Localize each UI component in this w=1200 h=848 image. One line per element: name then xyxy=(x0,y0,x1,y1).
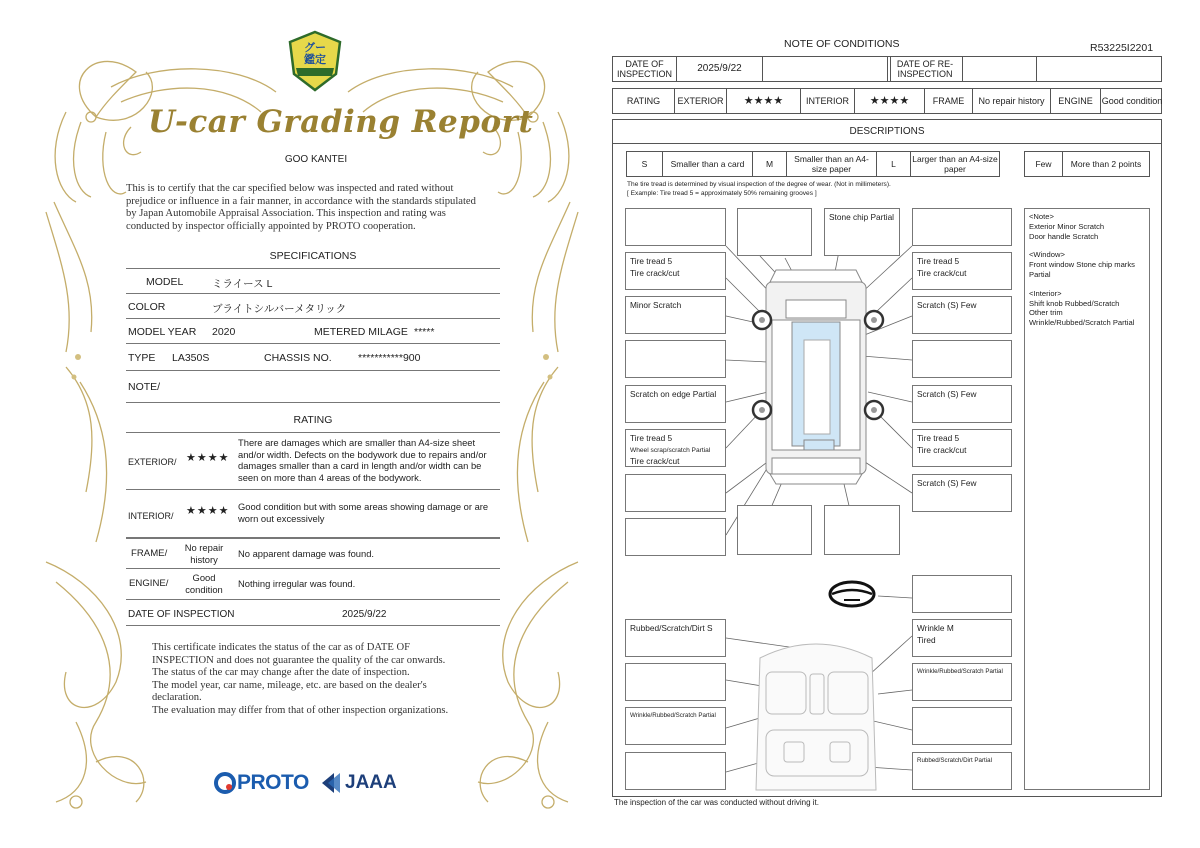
footer-note: The inspection of the car was conducted without driving it. xyxy=(614,798,819,807)
ext-box-r3 xyxy=(912,296,1012,334)
jaaa-mark-icon xyxy=(320,771,342,795)
int-box-r3 xyxy=(912,707,1012,745)
rating-engine-row xyxy=(126,569,500,600)
left-rear-tire-tread: Tire tread 5 xyxy=(630,433,673,443)
interior-label: INTERIOR/ xyxy=(128,511,174,521)
spec-model-row xyxy=(126,268,500,294)
left-front-tire-tread: Tire tread 5 xyxy=(630,256,673,266)
metered-value: ***** xyxy=(414,326,435,338)
ext-box-c1 xyxy=(737,208,812,256)
spec-color-row xyxy=(126,294,500,319)
rubbed-scratch-dirt-partial: Rubbed/Scratch/Dirt Partial xyxy=(917,757,992,764)
right-scratch-1: Scratch (S) Few xyxy=(917,300,977,310)
date-insp-value: 2025/9/22 xyxy=(677,57,763,81)
ext-box-c4 xyxy=(824,505,900,555)
frame-value: No repair history xyxy=(184,542,224,565)
steering-wheel-icon xyxy=(830,582,874,606)
scratch-edge-text: Scratch on edge Partial xyxy=(630,389,717,399)
int-box-l1 xyxy=(625,619,726,657)
right-scratch-2: Scratch (S) Few xyxy=(917,389,977,399)
engine-label: ENGINE/ xyxy=(129,578,169,589)
window-heading: <Window> xyxy=(1029,250,1065,260)
proto-logo-text: PROTO xyxy=(237,771,309,794)
car-top-view xyxy=(766,270,866,484)
interior-line-2: Other trim xyxy=(1029,308,1063,318)
minor-scratch-text: Minor Scratch xyxy=(630,300,682,310)
date-label: DATE OF INSPECTION xyxy=(128,609,235,620)
rubbed-scratch-dirt-s: Rubbed/Scratch/Dirt S xyxy=(630,623,713,633)
notes-title: NOTE OF CONDITIONS xyxy=(784,38,900,50)
right-rear-tire-crack: Tire crack/cut xyxy=(917,444,967,455)
disclaimer-line-1: This certificate indicates the status of the car as of DATE OF INSPECTION and does not guarantee the quality of the car onwards. xyxy=(152,642,446,666)
legend-m-desc: Smaller than an A4-size paper xyxy=(787,152,877,176)
interior-heading: <Interior> xyxy=(1029,288,1062,298)
interior-label: INTERIOR xyxy=(801,89,855,113)
metered-label: METERED MILAGE xyxy=(314,326,408,338)
org-name: GOO KANTEI xyxy=(284,154,348,165)
right-front-tire-crack: Tire crack/cut xyxy=(917,267,967,278)
jaaa-logo-text: JAAA xyxy=(345,772,397,793)
ext-box-r4 xyxy=(912,340,1012,378)
right-rear-tire-tread: Tire tread 5 xyxy=(917,433,960,443)
tired: Tired xyxy=(917,634,936,645)
ext-box-l1 xyxy=(625,208,726,246)
side-notes xyxy=(1024,208,1150,790)
disclaimer-line-3: The model year, car name, mileage, etc. are based on the dealer's declaration. xyxy=(152,679,427,704)
ext-box-c3 xyxy=(737,505,812,555)
interior-line-1: Shift knob Rubbed/Scratch xyxy=(1029,298,1120,308)
chassis-label: CHASSIS NO. xyxy=(264,352,332,364)
goo-kantei-badge xyxy=(288,30,342,92)
model-year-label: MODEL YEAR xyxy=(128,326,197,338)
ext-box-l6 xyxy=(625,429,726,467)
window-line-1: Front window Stone chip marks Partial xyxy=(1029,260,1135,279)
disclaimer-line-2: The status of the car may change after the date of inspection. xyxy=(152,667,410,679)
legend-few-desc: More than 2 points xyxy=(1070,159,1142,169)
badge-text: グー 鑑定 xyxy=(304,41,326,66)
frame-label: FRAME xyxy=(925,89,973,113)
int-box-l4 xyxy=(625,752,726,790)
rating-interior-row xyxy=(126,490,500,538)
left-rear-wheel-scrap: Wheel scrap/scratch Partial xyxy=(630,446,711,454)
date-insp-label: DATE OF INSPECTION xyxy=(613,57,677,81)
exterior-label: EXTERIOR xyxy=(675,89,727,113)
ext-box-r5 xyxy=(912,385,1012,423)
interior-text: Good condition but with some areas showing damage or are worn out excessively xyxy=(238,501,489,524)
legend-l: L xyxy=(877,152,911,176)
stone-chip-text: Stone chip Partial xyxy=(829,212,895,222)
int-box-l2 xyxy=(625,663,726,701)
spec-type-row xyxy=(126,344,500,371)
frame-value: No repair history xyxy=(973,89,1051,113)
interior-line-3: Wrinkle/Rubbed/Scratch Partial xyxy=(1029,318,1135,328)
interior-stars: ★★★★ xyxy=(186,505,230,517)
int-box-r1 xyxy=(912,619,1012,657)
ext-box-r6 xyxy=(912,429,1012,467)
note-of-conditions xyxy=(600,0,1200,848)
legend-m: M xyxy=(753,152,787,176)
type-label: TYPE xyxy=(128,352,156,364)
wrinkle-rubbed-right: Wrinkle/Rubbed/Scratch Partial xyxy=(917,668,1003,675)
left-front-tire-crack: Tire crack/cut xyxy=(630,267,680,278)
note-label: NOTE/ xyxy=(128,381,161,393)
report-title: U-car Grading Report xyxy=(148,104,534,140)
engine-value: Good condition xyxy=(1101,96,1163,106)
wrinkle-m: Wrinkle M xyxy=(917,623,954,633)
ext-box-c2 xyxy=(824,208,900,256)
legend-s-desc: Smaller than a card xyxy=(663,152,753,176)
ext-box-l8 xyxy=(625,518,726,556)
frame-label: FRAME/ xyxy=(131,548,168,559)
grading-certificate xyxy=(36,22,588,826)
right-front-tire-tread: Tire tread 5 xyxy=(917,256,960,266)
ext-box-l7 xyxy=(625,474,726,512)
re-insp-label: DATE OF RE-INSPECTION xyxy=(887,57,963,81)
engine-value: Good condition xyxy=(185,572,223,595)
proto-logo xyxy=(214,770,309,796)
ext-box-l3 xyxy=(625,296,726,334)
rating-label: RATING xyxy=(613,89,675,113)
rating-title: RATING xyxy=(293,414,333,426)
rating-exterior-row xyxy=(126,432,500,490)
ext-box-l4 xyxy=(625,340,726,378)
ext-box-l5 xyxy=(625,385,726,423)
proto-mark-icon xyxy=(214,772,236,794)
type-value: LA350S xyxy=(172,352,210,364)
ext-box-r7 xyxy=(912,474,1012,512)
exterior-label: EXTERIOR/ xyxy=(128,457,177,467)
rating-frame-row xyxy=(126,538,500,569)
frame-text: No apparent damage was found. xyxy=(238,548,375,559)
left-rear-tire-crack: Tire crack/cut xyxy=(630,456,680,466)
engine-label: ENGINE xyxy=(1051,89,1101,113)
specifications-title: SPECIFICATIONS xyxy=(269,250,357,262)
ext-box-l2 xyxy=(625,252,726,290)
model-value: ミライース L xyxy=(212,278,273,290)
exterior-stars: ★★★★ xyxy=(186,452,230,464)
note-heading: <Note> xyxy=(1029,212,1054,221)
interior-stars: ★★★★ xyxy=(855,89,925,113)
right-scratch-3: Scratch (S) Few xyxy=(917,478,977,488)
model-year-value: 2020 xyxy=(212,326,236,338)
wrinkle-rubbed-left: Wrinkle/Rubbed/Scratch Partial xyxy=(630,712,716,719)
exterior-text: There are damages which are smaller than A4-size sheet and/or width. Defects on the bodywork due to repairs and/or damages smaller than a card in length and/or width can be seen on more than 4 areas of the bodywork. xyxy=(238,437,487,483)
note-line-1: Exterior Minor Scratch xyxy=(1029,221,1105,231)
disclaimer-line-4: The evaluation may differ from that of other inspection organizations. xyxy=(152,704,449,716)
descriptions-title: DESCRIPTIONS xyxy=(613,120,1161,144)
color-value: ブライトシルバーメタリック xyxy=(212,303,347,315)
spec-year-row xyxy=(126,319,500,344)
tread-note-2: [ Example: Tire tread 5 = approximately 50% remaining grooves ] xyxy=(627,190,817,197)
disclaimer xyxy=(152,642,474,718)
legend-few: Few xyxy=(1025,152,1063,176)
int-box-r0 xyxy=(912,575,1012,613)
ext-box-r1 xyxy=(912,208,1012,246)
car-interior-view xyxy=(756,644,876,790)
tread-note-1: The tire tread is determined by visual inspection of the degree of wear. (Not in millimeters). xyxy=(627,181,891,188)
exterior-stars: ★★★★ xyxy=(727,89,801,113)
report-id: R53225I2201 xyxy=(1090,42,1154,54)
int-box-l3 xyxy=(625,707,726,745)
engine-text: Nothing irregular was found. xyxy=(238,578,356,589)
date-of-inspection-row xyxy=(126,600,500,626)
intro-paragraph: This is to certify that the car specified below was inspected and rated without prejudice or influence in a fair manner, in accordance with the standards stipulated by Japan Automobile Appraisal Association. This inspection and rating was conducted by inspector officially appointed by PROTO cooperation. xyxy=(126,183,476,232)
legend-l-desc: Larger than an A4-size paper xyxy=(912,154,998,174)
ext-box-r2 xyxy=(912,252,1012,290)
date-value: 2025/9/22 xyxy=(342,609,387,620)
legend-s: S xyxy=(627,152,663,176)
spec-note-row xyxy=(126,371,500,403)
int-box-r2 xyxy=(912,663,1012,701)
color-label: COLOR xyxy=(128,301,166,313)
int-box-r4 xyxy=(912,752,1012,790)
note-line-2: Door handle Scratch xyxy=(1029,231,1099,241)
model-label: MODEL xyxy=(146,276,184,288)
jaaa-logo xyxy=(320,770,397,796)
chassis-value: ***********900 xyxy=(358,352,421,364)
